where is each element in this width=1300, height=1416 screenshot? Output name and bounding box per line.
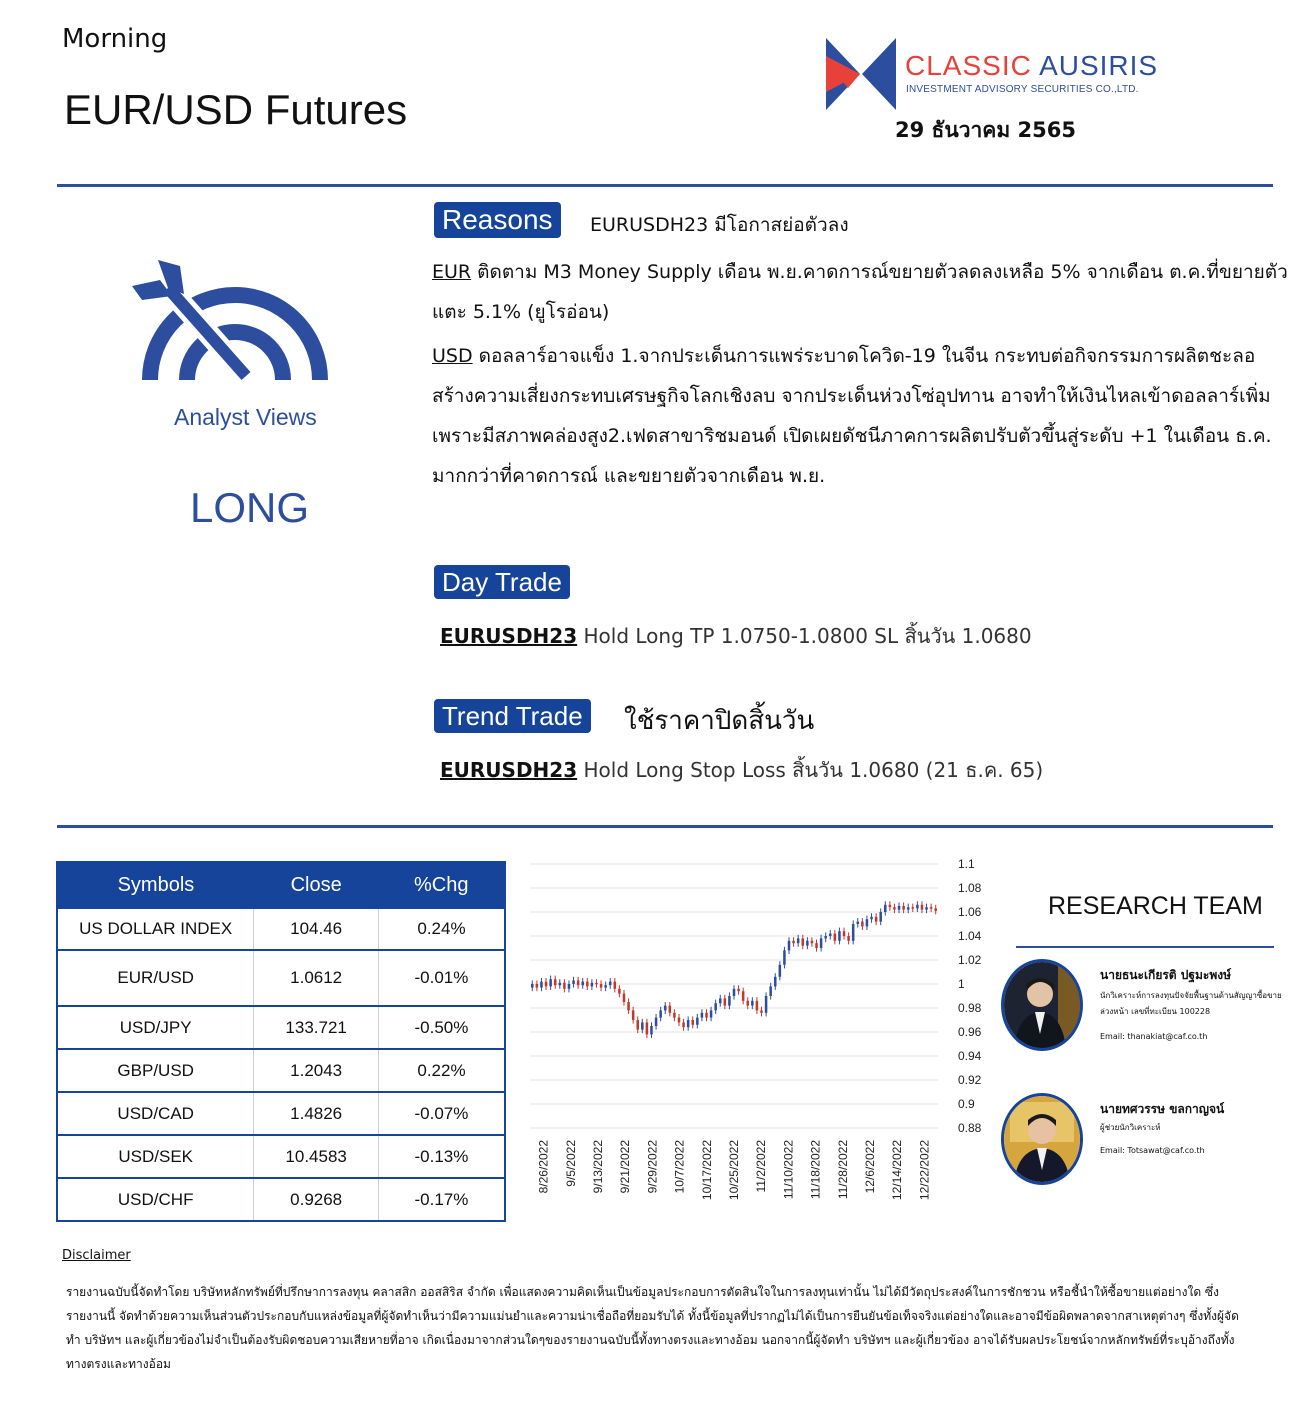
cell-chg: -0.01% [378,950,505,1006]
y-tick-label: 1.1 [958,857,975,871]
x-tick-label: 9/21/2022 [618,1140,633,1194]
person-photo-icon [1004,1096,1080,1182]
cell-chg: -0.50% [378,1006,505,1049]
reasons-headline: EURUSDH23 มีโอกาสย่อตัวลง [590,214,849,236]
y-tick-label: 0.88 [958,1121,982,1135]
trend-trade-note: ใช้ราคาปิดสิ้นวัน [624,706,815,736]
header-symbols: Symbols [57,862,254,908]
candle-body [710,1010,713,1017]
member-email: Email: Totsawat@caf.co.th [1100,1146,1205,1155]
y-tick-label: 1.04 [958,929,982,943]
candle-body [554,979,557,985]
table-row [57,1178,505,1221]
candle-body [549,979,552,986]
candle-body [682,1022,685,1027]
candle-body [797,938,800,943]
disclaimer-title: Disclaimer [62,1248,131,1263]
candle-body [687,1020,690,1027]
candle-body [779,965,782,977]
logo-name-part1: CLASSIC [905,50,1032,81]
candle-body [875,917,878,922]
y-tick-label: 1.08 [958,881,982,895]
cell-close: 10.4583 [254,1135,379,1178]
candle-body [930,907,933,909]
candle-body [806,941,809,946]
candle-body [925,907,928,909]
cell-close: 133.721 [254,1006,379,1049]
x-tick-label: 10/7/2022 [672,1140,687,1194]
candle-body [646,1022,649,1034]
x-tick-label: 12/14/2022 [890,1140,905,1201]
candle-body [916,905,919,909]
page-title: EUR/USD Futures [64,86,408,133]
candle-body [673,1013,676,1018]
analyst-views-label: Analyst Views [174,404,317,430]
trend-trade-badge: Trend Trade [434,699,591,733]
member-name: นายธนะเกียรติ ปฐมะพงษ์ [1100,968,1232,982]
candle-body [737,989,740,991]
candle-body [650,1026,653,1034]
research-team-divider [1016,946,1274,948]
candle-body [540,982,543,988]
y-tick-label: 0.92 [958,1073,982,1087]
table-row [57,1049,505,1092]
candle-body [609,982,612,986]
x-tick-label: 9/29/2022 [645,1140,660,1194]
trend-trade-symbol: EURUSDH23 [440,758,578,782]
fx-table [56,861,506,1222]
logo-name-part2: AUSIRIS [1039,50,1159,81]
stance-label: LONG [190,484,310,531]
y-tick-label: 0.9 [958,1097,975,1111]
candle-body [884,905,887,912]
candle-body [664,1006,667,1011]
candle-body [632,1010,635,1020]
person-photo-icon [1004,962,1080,1048]
candle-body [678,1018,681,1023]
candle-body [659,1010,662,1017]
trend-trade-text: Hold Long Stop Loss สิ้นวัน 1.0680 (21 ธ.ค. 65) [577,758,1044,782]
table-row [57,1092,505,1135]
eurusd-candlestick-chart [520,852,996,1222]
candle-body [696,1018,699,1025]
candle-body [581,982,584,986]
trend-trade-line [440,754,1043,786]
cell-symbol: US DOLLAR INDEX [57,908,254,950]
logo-subtitle: INVESTMENT ADVISORY SECURITIES CO.,LTD. [906,84,1139,95]
header-divider [57,184,1273,187]
candle-body [531,984,534,988]
logo-name [905,50,1158,82]
candle-body [838,931,841,941]
cell-chg: 0.22% [378,1049,505,1092]
candle-body [756,1001,759,1011]
cell-chg: -0.13% [378,1135,505,1178]
usd-reason-text: ดอลลาร์อาจแข็ง 1.จากประเด็นการแพร่ระบาดโควิด-19 ในจีน กระทบต่อกิจกรรมการผลิตชะลอ สร้างความเสี่ยงกระทบเศรษฐกิจโลกเชิงลบ จากประเด็นห่วงโซ่อุปทาน อาจทำให้เงินไหลเข้าดอลลาร์เพิ่ม เพราะมีสภาพคล่องสูง2.เฟดสาขาริชมอนด์ เปิดเผยดัชนีภาคการผลิตปรับตัวขึ้นสู่ระดับ +1 ในเดือน ธ.ค. มากกว่าที่คาดการณ์ และขยายตัวจากเดือน พ.ย. [432,345,1272,487]
candle-body [861,922,864,927]
cell-symbol: GBP/USD [57,1049,254,1092]
cell-symbol: USD/SEK [57,1135,254,1178]
candle-body [545,982,548,987]
header-chg: %Chg [378,862,505,908]
candle-body [705,1013,708,1018]
candle-body [811,941,814,943]
candle-body [536,984,539,988]
member-role: นักวิเคราะห์การลงทุนปัจจัยพื้นฐานด้านสัญญาซื้อขายล่วงหน้า เลขที่ทะเบียน 100228 [1100,991,1282,1016]
candle-body [600,984,603,988]
candle-body [636,1020,639,1030]
table-row [57,908,505,950]
candle-body [728,996,731,1006]
cell-close: 0.9268 [254,1178,379,1221]
y-tick-label: 1.06 [958,905,982,919]
candle-body [577,980,580,985]
candle-body [618,989,621,994]
candle-body [889,905,892,907]
candle-body [769,986,772,996]
candle-body [751,1001,754,1006]
candle-body [691,1020,694,1025]
header-close: Close [254,862,379,908]
candle-body [907,907,910,909]
avatar [1001,959,1083,1051]
day-trade-text: Hold Long TP 1.0750-1.0800 SL สิ้นวัน 1.0680 [577,624,1032,648]
candle-body [843,931,846,936]
x-tick-label: 11/18/2022 [808,1140,823,1200]
x-tick-label: 9/13/2022 [591,1140,605,1194]
cell-symbol: EUR/USD [57,950,254,1006]
candle-body [719,998,722,1003]
candle-body [857,922,860,924]
candle-body [595,983,598,985]
x-tick-label: 11/2/2022 [754,1140,769,1193]
x-tick-label: 11/28/2022 [835,1140,850,1200]
x-tick-label: 10/17/2022 [699,1140,714,1201]
candle-body [559,983,562,985]
x-tick-label: 11/10/2022 [781,1140,796,1200]
eur-tag: EUR [432,261,472,283]
candle-body [783,950,786,964]
disclaimer-text: รายงานฉบับนี้จัดทำโดย บริษัทหลักทรัพย์ที่ปรึกษาการลงทุน คลาสสิก ออสสิริส จำกัด เพื่อแสดงความคิดเห็นเป็นข้อมูลประกอบการตัดสินใจในการลงทุนเท่านั้น ไม่ได้มีวัตถุประสงค์ในการชักชวน หรือชี้นำให้ซื้อขายแต่อย่างใด ซึ่งรายงานนี้ จัดทำด้วยความเห็นส่วนตัวประกอบกับแหล่งข้อมูลที่ผู้จัดทำเห็นว่ามีความแม่นยำและความน่าเชื่อถือที่ยอมรับได้ ทั้งนี้ข้อมูลที่ปรากฏไม่ได้เป็นการยืนยันข้อเท็จจริงแต่อย่างใดและอาจมีข้อผิดพลาดจากสาเหตุต่างๆ ซึ่งทั้งผู้จัดทำ บริษัทฯ และผู้เกี่ยวข้องไม่จำเป็นต้องรับผิดชอบความเสียหายที่อาจ เกิดเนื่องมาจากส่วนใดๆของรายงานฉบับนี้ทั้งทางตรงและทางอ้อม นอกจากนี้ผู้จัดทำ บริษัทฯ และผู้เกี่ยวข้อง อาจได้รับผลประโยชน์จากหลักทรัพย์ที่ระบุอ้างถึงทั้งทางตรงและทางอ้อม [66,1285,1239,1371]
member-name: นายทศวรรษ ขลกาญจน์ [1100,1102,1225,1116]
day-trade-badge: Day Trade [434,565,570,599]
report-date: 29 ธันวาคม 2565 [895,118,1076,142]
candle-body [572,980,575,984]
day-trade-symbol: EURUSDH23 [440,624,578,648]
candle-body [733,989,736,996]
candle-body [641,1022,644,1029]
eur-reason-text: ติดตาม M3 Money Supply เดือน พ.ย.คาดการณ์ขยายตัวลดลงเหลือ 5% จากเดือน ต.ค.ที่ขยายตัวแตะ 5.1% (ยูโรอ่อน) [432,261,1288,323]
candle-body [820,938,823,948]
candle-body [788,941,791,951]
usd-reason [432,336,1292,496]
eur-reason [432,252,1292,332]
table-row [57,950,505,1006]
candle-body [765,996,768,1013]
cell-chg: -0.17% [378,1178,505,1221]
y-tick-label: 0.98 [958,1001,982,1015]
candle-body [701,1013,704,1018]
cell-close: 1.2043 [254,1049,379,1092]
x-tick-label: 8/26/2022 [536,1140,551,1194]
candle-body [912,907,915,909]
member-email: Email: thanakiat@caf.co.th [1100,1032,1208,1041]
candle-body [774,977,777,987]
candle-body [591,983,594,987]
y-tick-label: 0.96 [958,1025,982,1039]
research-team-title: RESEARCH TEAM [1048,892,1263,920]
x-tick-label: 12/6/2022 [863,1140,877,1194]
candle-body [847,936,850,941]
candle-body [829,934,832,936]
candle-body [902,906,905,910]
member-role: ผู้ช่วยนักวิเคราะห์ [1100,1123,1161,1132]
y-tick-label: 1.02 [958,953,982,967]
candle-body [834,934,837,941]
candle-body [921,905,924,910]
avatar [1001,1093,1083,1185]
x-tick-label: 12/22/2022 [917,1140,932,1201]
candle-body [623,994,626,1002]
candle-body [714,1003,717,1010]
y-tick-label: 1 [958,977,965,991]
cell-close: 1.0612 [254,950,379,1006]
candle-body [815,943,818,948]
candle-body [852,924,855,941]
candle-body [614,982,617,989]
logo-mark-icon [826,38,896,110]
candle-body [802,938,805,945]
cell-close: 104.46 [254,908,379,950]
candle-body [792,941,795,943]
candle-body [760,1010,763,1012]
candle-body [746,1001,749,1006]
session-label: Morning [62,24,168,54]
x-tick-label: 9/5/2022 [563,1140,578,1187]
section-divider [57,825,1273,828]
x-tick-label: 10/25/2022 [727,1140,741,1201]
candle-body [824,936,827,938]
cell-symbol: USD/CAD [57,1092,254,1135]
cell-chg: 0.24% [378,908,505,950]
day-trade-line [440,620,1032,652]
candle-body [898,906,901,910]
candle-body [669,1006,672,1013]
table-header-row [57,862,505,908]
target-arrow-icon [128,258,342,392]
cell-close: 1.4826 [254,1092,379,1135]
candle-body [934,908,937,910]
cell-symbol: USD/CHF [57,1178,254,1221]
candle-body [627,1002,630,1010]
candle-body [866,919,869,926]
y-tick-label: 0.94 [958,1049,982,1063]
reasons-badge: Reasons [434,202,561,238]
candle-body [568,984,571,989]
candle-body [742,991,745,1001]
candle-body [563,983,566,989]
cell-symbol: USD/JPY [57,1006,254,1049]
candle-body [724,998,727,1005]
candle-body [870,917,873,919]
usd-tag: USD [432,345,473,367]
table-row [57,1135,505,1178]
cell-chg: -0.07% [378,1092,505,1135]
candle-body [879,912,882,922]
candle-body [604,985,607,987]
candle-body [586,982,589,987]
candle-body [655,1018,658,1026]
candle-body [893,907,896,909]
table-row [57,1006,505,1049]
